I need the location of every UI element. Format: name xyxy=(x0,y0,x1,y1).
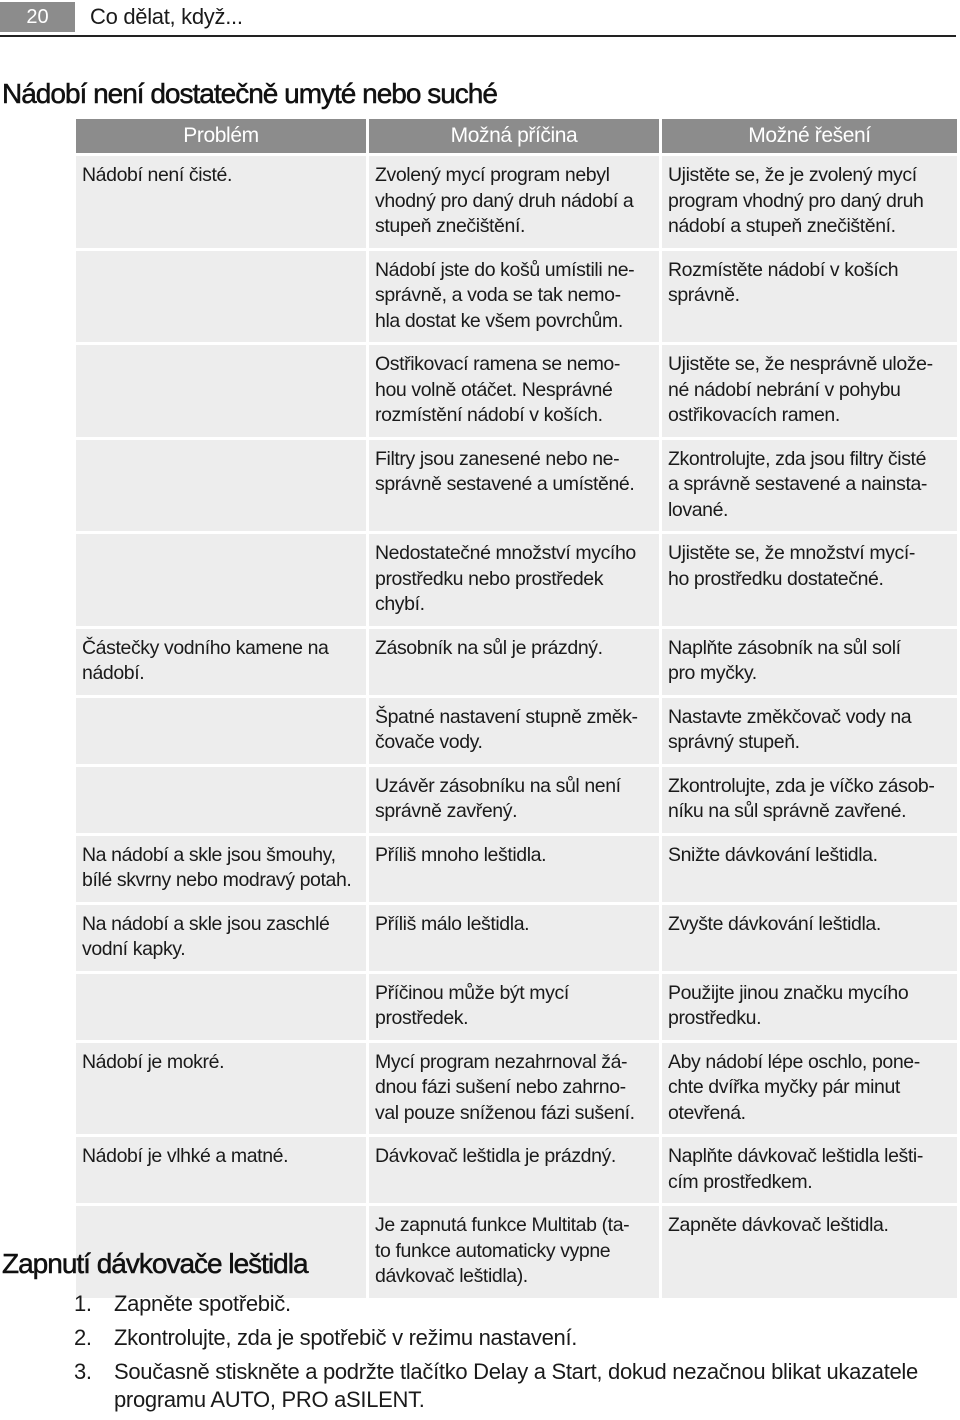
solution-cell: Zkontrolujte, zda je víčko zásob- níku na sůl správně zavřené. xyxy=(662,767,957,833)
table-row xyxy=(76,836,957,902)
cause-cell: Nádobí jste do košů umístili ne- správně, a voda se tak nemo- hla dostat ke všem povrchům. xyxy=(369,251,659,343)
problem-cell xyxy=(76,698,366,764)
solution-cell: Zapněte dávkovač leštidla. xyxy=(662,1206,957,1298)
cause-cell: Filtry jsou zanesené nebo ne- správně sestavené a umístěné. xyxy=(369,440,659,532)
step-text: Zkontrolujte, zda je spotřebič v režimu nastavení. xyxy=(114,1325,578,1350)
cause-cell: Příliš mnoho leštidla. xyxy=(369,836,659,902)
cause-cell: Zásobník na sůl je prázdný. xyxy=(369,629,659,695)
solution-cell: Zvyšte dávkování leštidla. xyxy=(662,905,957,971)
step-text: Zapněte spotřebič. xyxy=(114,1291,291,1316)
solution-cell: Snižte dávkování leštidla. xyxy=(662,836,957,902)
cause-cell: Příčinou může být mycí prostředek. xyxy=(369,974,659,1040)
solution-cell: Naplňte dávkovač leštidla lešti- cím prostředkem. xyxy=(662,1137,957,1203)
page-number: 20 xyxy=(0,2,75,32)
problem-cell: Částečky vodního kamene na nádobí. xyxy=(76,629,366,695)
running-header-title: Co dělat, když... xyxy=(90,4,243,29)
step-item xyxy=(74,1358,944,1414)
table-row xyxy=(76,251,957,343)
header-divider xyxy=(0,35,956,37)
solution-cell: Rozmístěte nádobí v koších správně. xyxy=(662,251,957,343)
troubleshooting-table xyxy=(73,116,960,1301)
step-item xyxy=(74,1324,944,1352)
problem-cell: Nádobí je mokré. xyxy=(76,1043,366,1135)
solution-cell: Zkontrolujte, zda jsou filtry čisté a správně sestavené a nainsta- lované. xyxy=(662,440,957,532)
solution-cell: Ujistěte se, že nesprávně ulože- né nádobí nebrání v pohybu ostřikovacích ramen. xyxy=(662,345,957,437)
cause-cell: Mycí program nezahrnoval žá- dnou fázi sušení nebo zahrno- val pouze sníženou fázi sušení. xyxy=(369,1043,659,1135)
problem-cell: Na nádobí a skle jsou šmouhy, bílé skvrny nebo modravý potah. xyxy=(76,836,366,902)
table-row xyxy=(76,534,957,626)
problem-cell xyxy=(76,974,366,1040)
cause-cell: Zvolený mycí program nebyl vhodný pro daný druh nádobí a stupeň znečištění. xyxy=(369,156,659,248)
table-row xyxy=(76,629,957,695)
problem-cell xyxy=(76,534,366,626)
cause-cell: Dávkovač leštidla je prázdný. xyxy=(369,1137,659,1203)
problem-cell xyxy=(76,345,366,437)
problem-cell xyxy=(76,440,366,532)
solution-cell: Naplňte zásobník na sůl solí pro myčky. xyxy=(662,629,957,695)
table-row xyxy=(76,156,957,248)
section-title-rinse-aid: Zapnutí dávkovače leštidla xyxy=(2,1248,308,1279)
cause-cell: Příliš málo leštidla. xyxy=(369,905,659,971)
cause-cell: Špatné nastavení stupně změk- čovače vody. xyxy=(369,698,659,764)
table-row xyxy=(76,440,957,532)
table-row xyxy=(76,974,957,1040)
step-item xyxy=(74,1290,944,1318)
table-header-row xyxy=(76,119,957,153)
solution-cell: Aby nádobí lépe oschlo, pone- chte dvířka myčky pár minut otevřená. xyxy=(662,1043,957,1135)
table-row xyxy=(76,1043,957,1135)
solution-cell: Nastavte změkčovač vody na správný stupeň. xyxy=(662,698,957,764)
problem-cell: Nádobí není čisté. xyxy=(76,156,366,248)
table-row xyxy=(76,1137,957,1203)
table-body xyxy=(76,156,957,1298)
column-header-problem: Problém xyxy=(76,119,366,153)
step-text: Současně stiskněte a podržte tlačítko Delay a Start, dokud nezačnou blikat ukazatele programu AUTO, PRO aSILENT. xyxy=(114,1359,918,1412)
cause-cell: Ostřikovací ramena se nemo- hou volně otáčet. Nesprávné rozmístění nádobí v koších. xyxy=(369,345,659,437)
cause-cell: Nedostatečné množství mycího prostředku nebo prostředek chybí. xyxy=(369,534,659,626)
problem-cell: Na nádobí a skle jsou zaschlé vodní kapky. xyxy=(76,905,366,971)
table-row xyxy=(76,905,957,971)
solution-cell: Ujistěte se, že je zvolený mycí program vhodný pro daný druh nádobí a stupeň znečištění. xyxy=(662,156,957,248)
column-header-solution: Možné řešení xyxy=(662,119,957,153)
solution-cell: Použijte jinou značku mycího prostředku. xyxy=(662,974,957,1040)
step-number: 3. xyxy=(74,1359,92,1384)
step-number: 1. xyxy=(74,1291,92,1316)
cause-cell: Je zapnutá funkce Multitab (ta- to funkce automaticky vypne dávkovač leštidla). xyxy=(369,1206,659,1298)
solution-cell: Ujistěte se, že množství mycí- ho prostředku dostatečné. xyxy=(662,534,957,626)
table-row xyxy=(76,767,957,833)
column-header-cause: Možná příčina xyxy=(369,119,659,153)
cause-cell: Uzávěr zásobníku na sůl není správně zavřený. xyxy=(369,767,659,833)
steps-list xyxy=(74,1290,944,1420)
table-row xyxy=(76,345,957,437)
problem-cell: Nádobí je vlhké a matné. xyxy=(76,1137,366,1203)
table-row xyxy=(76,698,957,764)
problem-cell xyxy=(76,251,366,343)
section-title-troubleshooting: Nádobí není dostatečně umyté nebo suché xyxy=(2,78,497,109)
problem-cell xyxy=(76,767,366,833)
step-number: 2. xyxy=(74,1325,92,1350)
